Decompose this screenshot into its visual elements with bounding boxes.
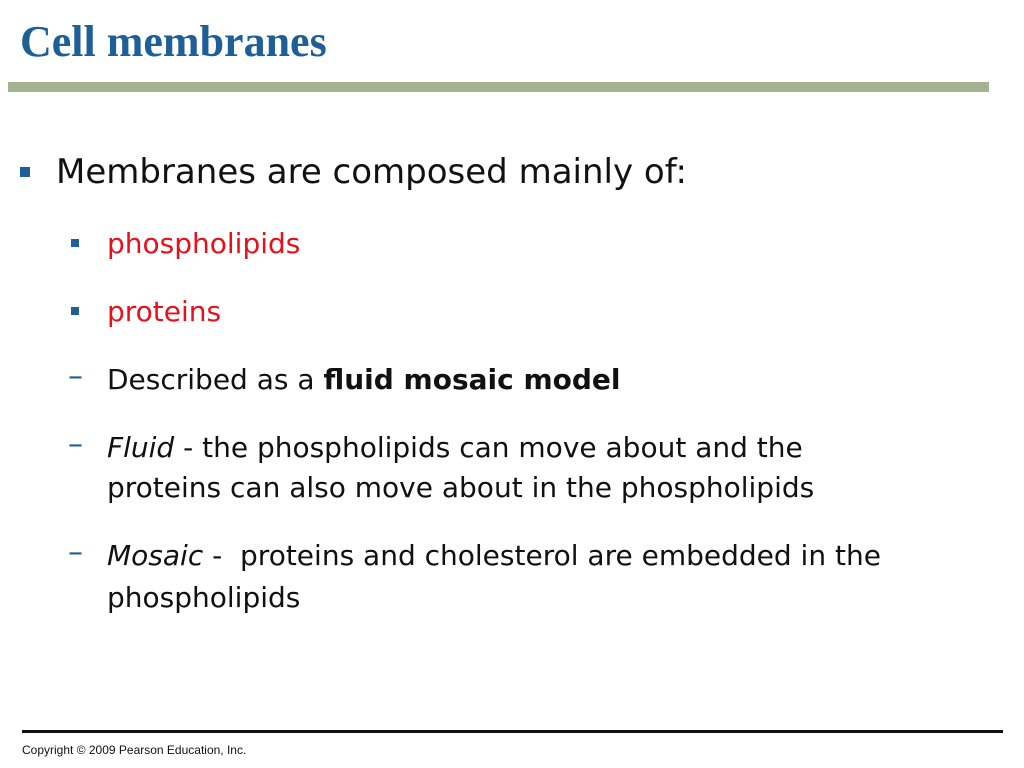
model-bold-text: fluid mosaic model: [323, 363, 621, 396]
fluid-line1-text: the phospholipids can move about and the: [202, 431, 803, 464]
mosaic-line1-text: proteins and cholesterol are embedded in the: [240, 539, 881, 572]
dash-item-mosaic-line1: [107, 534, 881, 578]
square-bullet-icon: [20, 167, 30, 177]
slide-title: Cell membranes: [20, 17, 327, 66]
copyright-text: Copyright © 2009 Pearson Education, Inc.: [22, 743, 247, 757]
fluid-term: Fluid: [107, 431, 175, 464]
mosaic-separator: -: [203, 539, 241, 572]
dash-bullet-icon: –: [68, 535, 83, 570]
dash-item-fluid-line2: proteins can also move about in the phospholipids: [107, 471, 815, 504]
sub-bullet-proteins: proteins: [107, 295, 222, 328]
footer-divider: [22, 730, 1003, 733]
main-bullet-text: Membranes are composed mainly of:: [56, 152, 687, 192]
square-bullet-icon: [71, 239, 79, 247]
dash-bullet-icon: –: [68, 359, 83, 394]
dash-bullet-icon: –: [68, 427, 83, 462]
dash-item-fluid-line1: [107, 426, 803, 470]
mosaic-term: Mosaic: [107, 539, 204, 572]
sub-bullet-phospholipids: phospholipids: [107, 227, 301, 260]
dash-item-model: [107, 358, 621, 402]
fluid-separator: -: [174, 431, 203, 464]
square-bullet-icon: [71, 307, 79, 315]
model-prefix-text: Described as a: [107, 363, 324, 396]
dash-item-mosaic-line2: phospholipids: [107, 581, 301, 614]
